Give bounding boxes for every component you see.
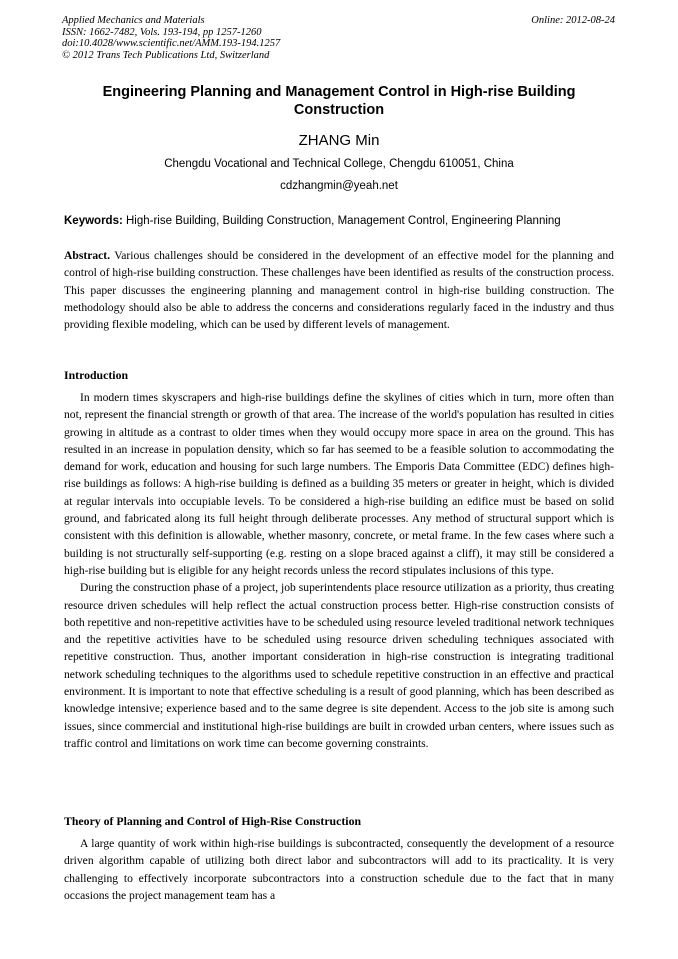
keywords-label: Keywords: (64, 215, 123, 227)
copyright-line: © 2012 Trans Tech Publications Ltd, Switzerland (62, 49, 270, 61)
abstract (64, 247, 614, 333)
keywords-text: High-rise Building, Building Construction, Management Control, Engineering Planning (126, 215, 561, 227)
abstract-text: Various challenges should be considered in the development of an effective model for the planning and control of high-rise building construction. These challenges have been identified as results of the construction process. This paper discusses the engineering planning and management control in high-rise building construction. The methodology should also be able to address the concerns and considerations regularly faced in the industry and thus providing flexible modeling, which can be used by different levels of management. (64, 249, 614, 332)
section-heading-introduction: Introduction (64, 368, 129, 382)
paragraph: A large quantity of work within high-rise buildings is subcontracted, consequently the development of a resource driven algorithm capable of utilizing both direct labor and subcontractors will add to its practicality. It is very challenging to effectively incorporate subcontractors into a construction schedule due to the fact that in many occasions the project management team has a (64, 837, 614, 902)
issn-line: ISSN: 1662-7482, Vols. 193-194, pp 1257-1260 (62, 26, 262, 38)
theory-body (64, 835, 614, 904)
paper-title: Engineering Planning and Management Control in High-rise Building Construction (102, 84, 576, 118)
author-email: cdzhangmin@yeah.net (280, 180, 398, 192)
paragraph: In modern times skyscrapers and high-rise buildings define the skylines of cities which in turn, more often than not, represent the financial strength or growth of that area. The increase of the world's population has resulted in cities growing in altitude as a contrast to older times when they would occupy more space in area on the ground. This has resulted in an increase in population density, which so far has seemed to be a feasible solution to accommodating the demand for work, education and housing for such large numbers. The Emporis Data Committee (EDC) defines high-rise buildings as follows: A high-rise building is defined as a building 35 meters or greater in height, which is divided at regular intervals into occupiable levels. To be considered a high-rise building an edifice must be based on solid ground, and fabricated along its full height through deliberate processes. Any method of structural support which is consistent with this definition is allowable, whether masonry, concrete, or metal frame. In the few cases where such a building is not structurally self-supporting (e.g. resting on a slope braced against a cliff), it may still be considered a high-rise building but is eligible for any height records unless the record stipulates inclusions of this type. (64, 391, 614, 577)
paragraph: During the construction phase of a project, job superintendents place resource utilization as a priority, thus creating resource driven schedules will help reflect the actual construction process better. High-rise construction consists of both repetitive and non-repetitive activities have to be scheduled using resource leveled traditional network techniques and the repetitive activities have to be scheduled using resource driven scheduling techniques associated with repetitive construction. Thus, another important consideration in high-rise construction is integrating traditional network scheduling techniques to the algorithms used to schedule repetitive construction in an effective and practical environment. It is important to note that effective scheduling is a result of good planning, which has been described as knowledge intensive; experience based and to the same degree is site dependent. Access to the job site is among such issues, since commercial and institutional high-rise buildings are built in crowded urban centers, where issues such as traffic control and limitations on work time can become governing constraints. (64, 581, 614, 750)
online-date: Online: 2012-08-24 (531, 15, 615, 26)
journal-name: Applied Mechanics and Materials (62, 15, 205, 26)
abstract-label: Abstract. (64, 249, 111, 262)
affiliation: Chengdu Vocational and Technical College, Chengdu 610051, China (164, 158, 514, 170)
introduction-body (64, 389, 614, 752)
keywords-line (64, 214, 624, 228)
doi-line: doi:10.4028/www.scientific.net/AMM.193-194.1257 (62, 38, 281, 49)
author-name: ZHANG Min (298, 132, 380, 149)
journal-header (62, 15, 280, 61)
section-heading-theory: Theory of Planning and Control of High-Rise Construction (64, 814, 362, 828)
